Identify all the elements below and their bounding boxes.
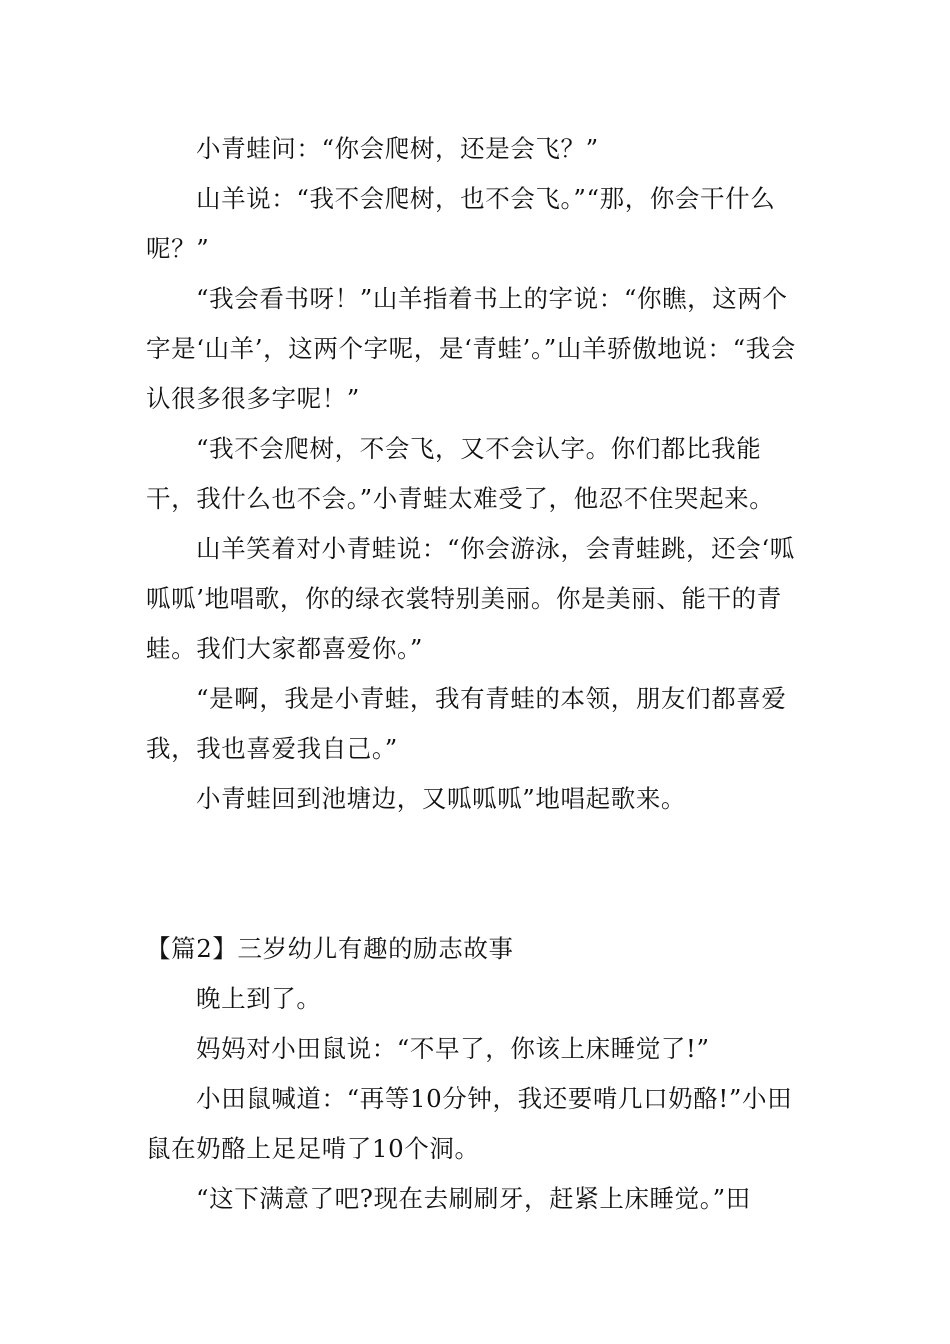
paragraph: 山羊笑着对小青蛙说：“你会游泳，会青蛙跳，还会‘呱呱呱’地唱歌，你的绿衣裳特别美丽。你是美丽、能干的青蛙。我们大家都喜爱你。”	[146, 534, 795, 663]
paragraph: 妈妈对小田鼠说：“不早了，你该上床睡觉了!”	[196, 1034, 710, 1063]
paragraph: “我不会爬树，不会飞，又不会认字。你们都比我能干，我什么也不会。”小青蛙太难受了，他忍不住哭起来。	[146, 434, 775, 513]
document-body	[146, 124, 811, 1224]
paragraph: “我会看书呀！”山羊指着书上的字说：“你瞧，这两个字是‘山羊’，这两个字呢，是‘青蛙’。”山羊骄傲地说：“我会认很多很多字呢！”	[146, 284, 796, 413]
paragraph: 小青蛙回到池塘边，又呱呱呱”地唱起歌来。	[196, 784, 687, 813]
paragraph: 小田鼠喊道：“再等10分钟，我还要啃几口奶酪!”小田鼠在奶酪上足足啃了10个洞。	[146, 1084, 793, 1163]
paragraph: 小青蛙问：“你会爬树，还是会飞？”	[196, 134, 599, 163]
paragraph: 山羊说：“我不会爬树，也不会飞。”“那，你会干什么呢？”	[146, 184, 776, 263]
story-section-1	[146, 124, 811, 824]
section-gap	[146, 824, 811, 924]
story-section-2	[146, 924, 811, 1224]
paragraph: “是啊，我是小青蛙，我有青蛙的本领，朋友们都喜爱我，我也喜爱我自己。”	[146, 684, 787, 763]
paragraph: 晚上到了。	[196, 984, 322, 1013]
section-heading: 【篇2】三岁幼儿有趣的励志故事	[146, 934, 514, 963]
paragraph: “这下满意了吧?现在去刷刷牙，赶紧上床睡觉。”田	[196, 1184, 751, 1213]
